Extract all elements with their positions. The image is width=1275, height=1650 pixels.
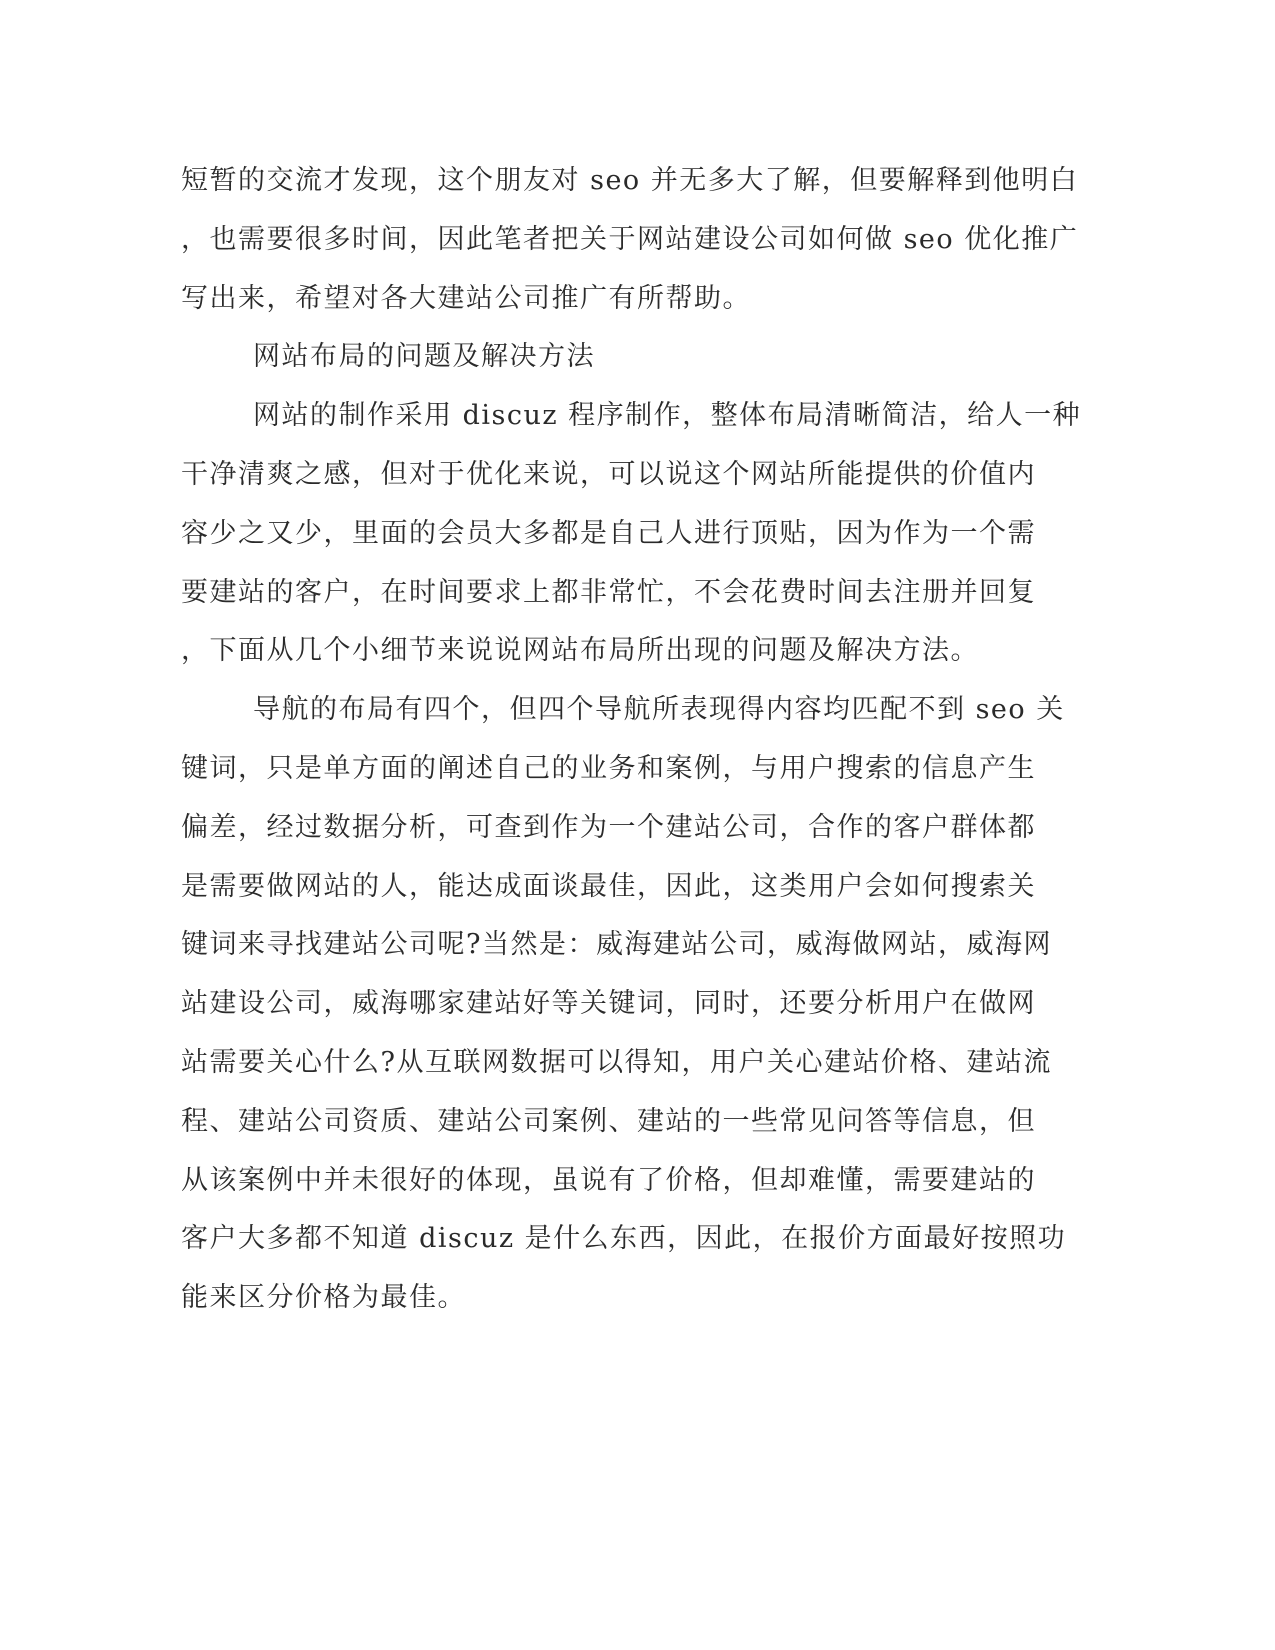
text-line: 短暂的交流才发现，这个朋友对 seo 并无多大了解，但要解释到他明白 [181, 165, 1079, 196]
text-line: 网站的制作采用 discuz 程序制作，整体布局清晰简洁，给人一种 [253, 400, 1082, 432]
paragraph-navigation [181, 681, 1067, 1328]
paragraph-layout [181, 387, 1082, 681]
paragraph-intro [181, 152, 1079, 328]
text-line: 程、建站公司资质、建站公司案例、建站的一些常见问答等信息，但 [181, 1105, 1036, 1137]
text-line: 要建站的客户，在时间要求上都非常忙，不会花费时间去注册并回复 [181, 576, 1036, 608]
text-line: 客户大多都不知道 discuz 是什么东西，因此，在报价方面最好按照功 [181, 1223, 1067, 1255]
text-line: ，下面从几个小细节来说说网站布局所出现的问题及解决方法。 [181, 635, 979, 667]
text-line: 写出来，希望对各大建站公司推广有所帮助。 [181, 282, 751, 314]
text-line: 偏差，经过数据分析，可查到作为一个建站公司，合作的客户群体都 [181, 811, 1036, 843]
text-line: 从该案例中并未很好的体现，虽说有了价格，但却难懂，需要建站的 [181, 1164, 1036, 1196]
text-line: 站需要关心什么?从互联网数据可以得知，用户关心建站价格、建站流 [181, 1046, 1052, 1078]
text-line: 导航的布局有四个，但四个导航所表现得内容均匹配不到 seo 关 [253, 694, 1065, 726]
text-line: 站建设公司，威海哪家建站好等关键词，同时，还要分析用户在做网 [181, 988, 1036, 1020]
document-body [181, 152, 1082, 1328]
text-line: ，也需要很多时间，因此笔者把关于网站建设公司如何做 seo 优化推广 [181, 223, 1079, 255]
text-line: 能来区分价格为最佳。 [181, 1282, 466, 1314]
text-line: 是需要做网站的人，能达成面谈最佳，因此，这类用户会如何搜索关 [181, 870, 1036, 902]
text-line: 容少之又少，里面的会员大多都是自己人进行顶贴，因为作为一个需 [181, 517, 1036, 549]
section-heading: 网站布局的问题及解决方法 [253, 341, 595, 373]
text-line: 干净清爽之感，但对于优化来说，可以说这个网站所能提供的价值内 [181, 458, 1036, 490]
text-line: 键词，只是单方面的阐述自己的业务和案例，与用户搜索的信息产生 [181, 752, 1036, 784]
text-line: 键词来寻找建站公司呢?当然是：威海建站公司，威海做网站，威海网 [181, 929, 1052, 961]
